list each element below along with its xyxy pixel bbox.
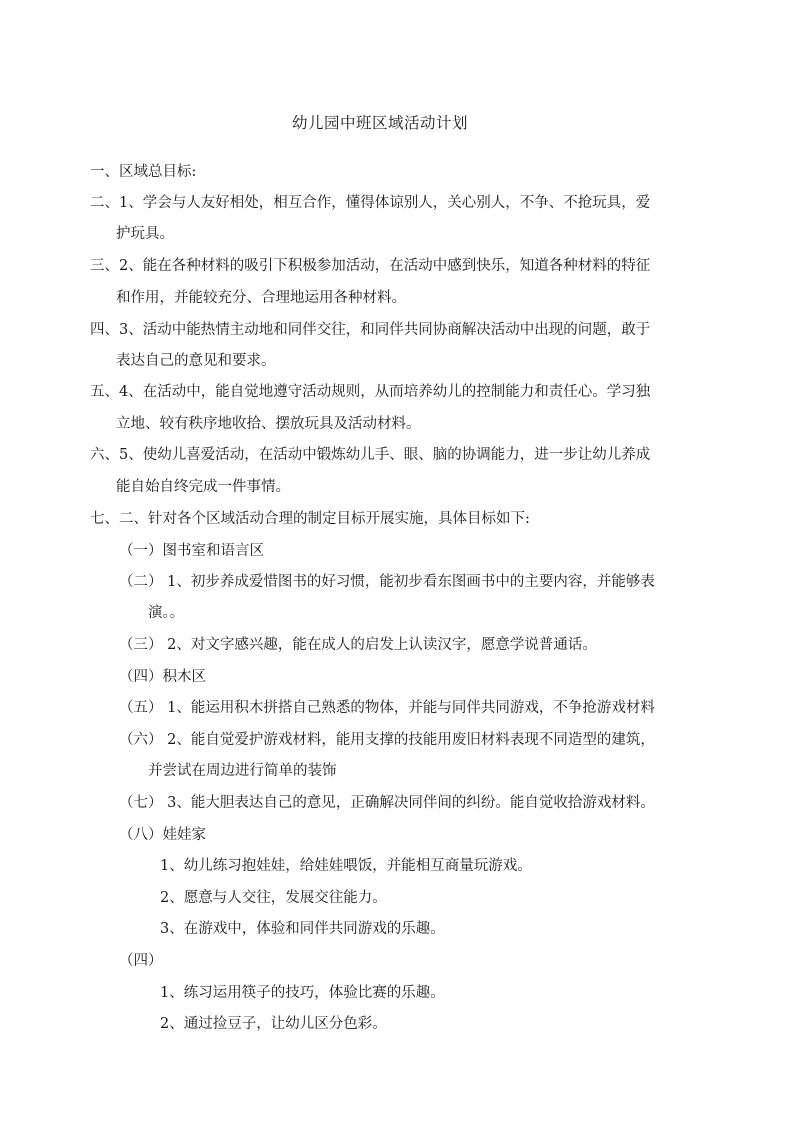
goal-item-4: 五、4、在活动中，能自觉地遵守活动规则，从而培养幼儿的控制能力和责任心。学习独: [90, 384, 651, 400]
goal-item-3-cont: 表达自己的意见和要求。: [116, 353, 276, 369]
dollhouse-item-1: 1、幼儿练习抱娃娃，给娃娃喂饭，并能相互商量玩游戏。: [160, 858, 532, 874]
blocks-item-2: （六） 2、能自觉爱护游戏材料，能用支撑的技能用废旧材料表现不同造型的建筑，: [119, 732, 655, 748]
goal-item-4-cont: 立地、较有秩序地收拾、摆放玩具及活动材料。: [116, 416, 421, 432]
goal-item-5: 六、5、使幼儿喜爱活动，在活动中锻炼幼儿手、眼、脑的协调能力，进一步让幼儿养成: [90, 447, 651, 463]
goal-item-3: 四、3、活动中能热情主动地和同伴交往，和同伴共同协商解决活动中出现的问题，敢于: [90, 322, 651, 338]
dollhouse-item-2: 2、愿意与人交往，发展交往能力。: [160, 890, 387, 906]
library-item-2: （三） 2、对文字感兴趣，能在成人的启发上认读汉字，愿意学说普通话。: [119, 637, 597, 653]
blocks-item-1: （五） 1、能运用积木拼搭自己熟悉的物体，并能与同伴共同游戏，不争抢游戏材料: [119, 700, 655, 716]
area-goals-heading: 七、二、针对各个区域活动合理的制定目标开展实施，具体目标如下:: [90, 511, 530, 527]
goal-heading: 一、区域总目标:: [90, 164, 197, 180]
document-title: 幼儿园中班区域活动计划: [291, 114, 468, 132]
goal-item-5-cont: 能自始自终完成一件事情。: [116, 479, 290, 495]
section-library: （一）图书室和语言区: [119, 543, 264, 559]
blocks-item-3: （七） 3、能大胆表达自己的意见，正确解决同伴间的纠纷。能自觉收拾游戏材料。: [119, 795, 655, 811]
library-item-1: （二） 1、初步养成爱惜图书的好习惯，能初步看东图画书中的主要内容，并能够表: [119, 574, 655, 590]
section-four-item-2: 2、通过捡豆子，让幼儿区分色彩。: [160, 1016, 387, 1032]
section-dollhouse: （八）娃娃家: [119, 827, 206, 843]
section-blocks: （四）积木区: [119, 669, 206, 685]
goal-item-2-cont: 和作用，并能较充分、合理地运用各种材料。: [116, 290, 406, 306]
goal-item-1-cont: 护玩具。: [116, 226, 174, 242]
dollhouse-item-3: 3、在游戏中，体验和同伴共同游戏的乐趣。: [160, 921, 445, 937]
goal-item-1: 二、1、学会与人友好相处，相互合作，懂得体谅别人，关心别人，不争、不抢玩具，爱: [90, 195, 651, 211]
goal-item-2: 三、2、能在各种材料的吸引下积极参加活动，在活动中感到快乐，知道各种材料的特征: [90, 258, 651, 274]
blocks-item-2-cont: 并尝试在周边进行简单的装饰: [148, 763, 337, 779]
section-four: （四）: [119, 953, 163, 969]
library-item-1-cont: 演。。: [148, 605, 185, 621]
section-four-item-1: 1、练习运用筷子的技巧，体验比赛的乐趣。: [160, 985, 445, 1001]
